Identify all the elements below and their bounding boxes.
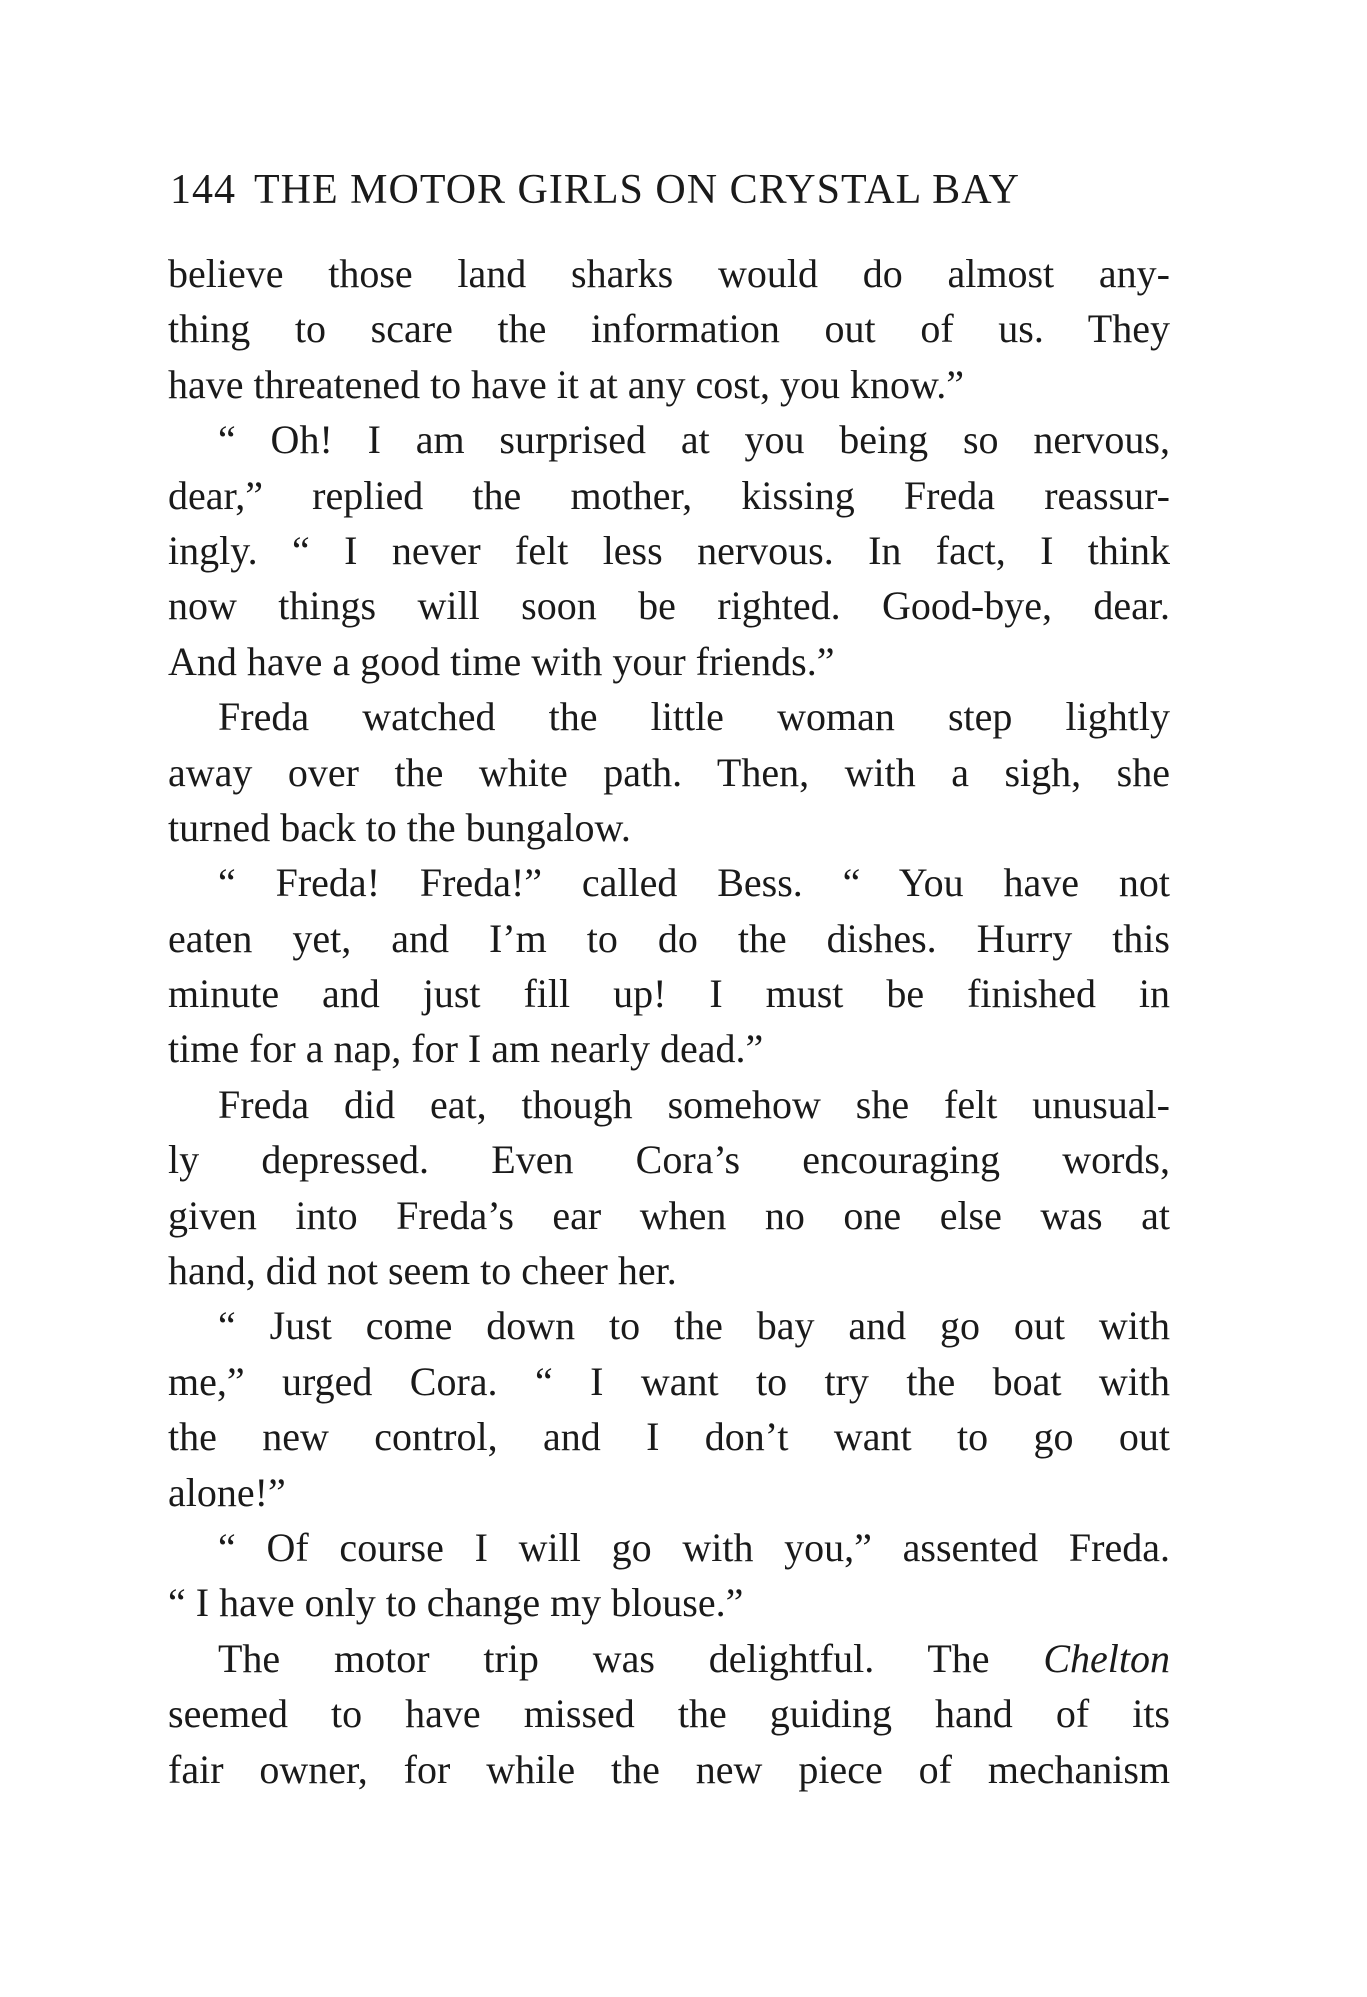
text-line: seemed to have missed the guiding hand of its [168, 1691, 1170, 1737]
body-text [168, 246, 1170, 1797]
text-line: eaten yet, and I’m to do the dishes. Hurry this [168, 915, 1170, 961]
text-line [168, 1631, 1170, 1686]
text-line: the new control, and I don’t want to go out [168, 1414, 1170, 1460]
text-line: “ Of course I will go with you,” assented Freda. [218, 1524, 1170, 1570]
text-line: have threatened to have it at any cost, you know.” [168, 361, 965, 407]
text-line: believe those land sharks would do almost any- [168, 251, 1170, 296]
text-line: dear,” replied the mother, kissing Freda reassur- [168, 472, 1170, 518]
text-line: Freda did eat, though somehow she felt unusual- [218, 1081, 1170, 1127]
running-header [170, 166, 1130, 222]
text-line: minute and just fill up! I must be finished in [168, 971, 1170, 1017]
text-line: Freda watched the little woman step lightly [218, 694, 1170, 740]
text-line: “ Freda! Freda!” called Bess. “ You have not [218, 860, 1170, 906]
text-line: thing to scare the information out of us. They [168, 306, 1170, 352]
text-line: “ Oh! I am surprised at you being so nervous, [218, 417, 1170, 463]
running-title: THE MOTOR GIRLS ON CRYSTAL BAY [254, 167, 1021, 213]
page-number: 144 [170, 167, 236, 213]
text-line: hand, did not seem to cheer her. [168, 1248, 677, 1294]
text-line: away over the white path. Then, with a sigh, she [168, 749, 1170, 795]
text-line: And have a good time with your friends.” [168, 638, 835, 684]
text-line: fair owner, for while the new piece of mechanism [168, 1746, 1170, 1792]
text-line: turned back to the bungalow. [168, 804, 631, 850]
text-run: The motor trip was delightful. The [218, 1635, 1044, 1681]
text-line: now things will soon be righted. Good-bye, dear. [168, 583, 1170, 629]
text-line: given into Freda’s ear when no one else was at [168, 1192, 1170, 1238]
text-line: alone!” [168, 1469, 286, 1515]
text-line: “ I have only to change my blouse.” [168, 1580, 744, 1626]
text-line: me,” urged Cora. “ I want to try the boat with [168, 1358, 1170, 1404]
boat-name: Chelton [1043, 1635, 1170, 1681]
text-line: “ Just come down to the bay and go out with [218, 1303, 1170, 1349]
text-line: ingly. “ I never felt less nervous. In fact, I think [168, 527, 1170, 573]
text-line: time for a nap, for I am nearly dead.” [168, 1026, 764, 1072]
text-line: ly depressed. Even Cora’s encouraging words, [168, 1137, 1170, 1183]
